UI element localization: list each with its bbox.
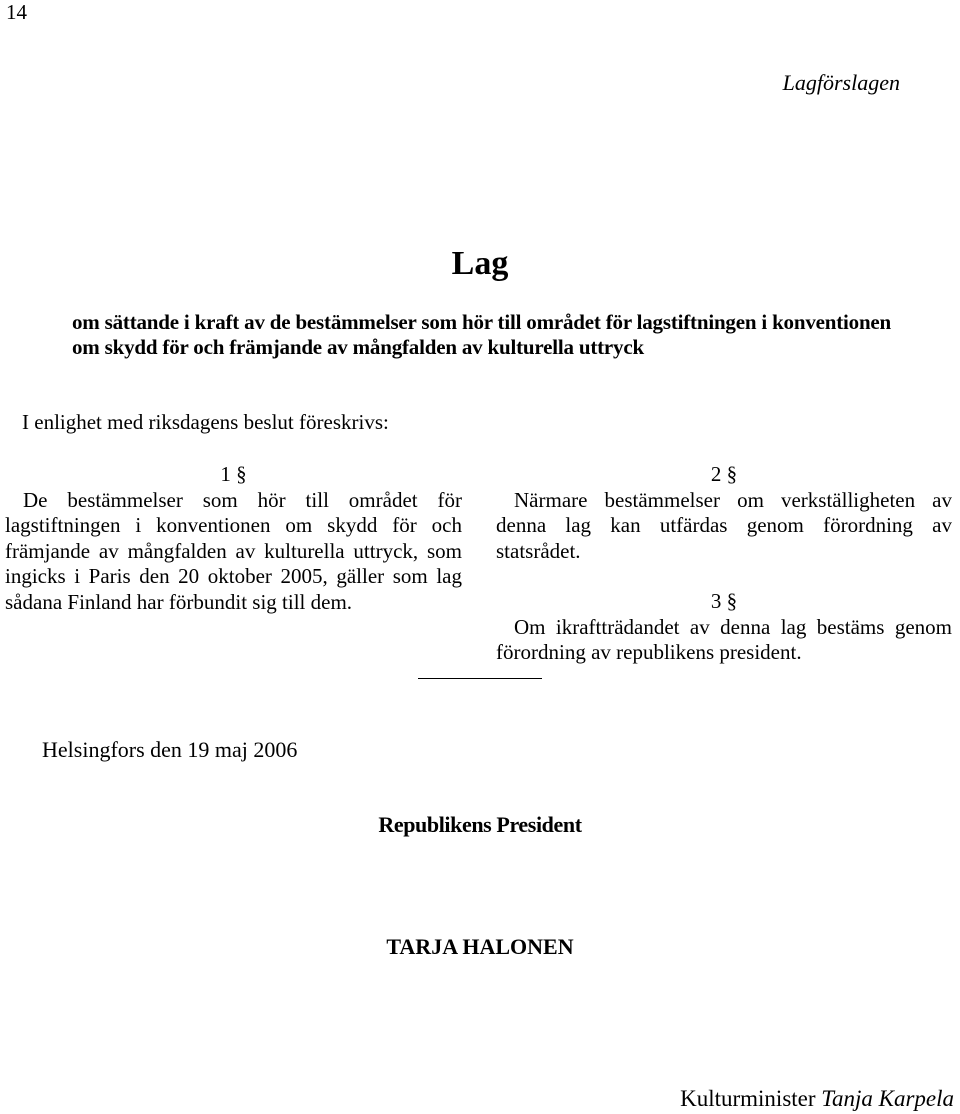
section-1-heading: 1 § bbox=[220, 462, 247, 486]
section-1-text: De bestämmelser som hör till området för lagstiftningen i konventionen om skydd för och främjande av mångfalden av kulturella uttryck, som ingicks i Paris den 20 oktober 2005, gäller som lag sådana Finland har förbundit sig till dem. bbox=[5, 487, 462, 614]
minister-signature bbox=[680, 1086, 954, 1112]
section-3-heading: 3 § bbox=[710, 589, 738, 613]
section-2-text: Närmare bestämmelser om verkställigheten av denna lag kan utfärdas genom förordning av statsrådet. bbox=[496, 487, 952, 563]
law-subtitle: om sättande i kraft av de bestämmelser som hör till området för lagstiftningen i konventionen om skydd för och främjande av mångfalden av kulturella uttryck bbox=[72, 310, 892, 359]
president-name: TARJA HALONEN bbox=[386, 934, 574, 959]
minister-title: Kulturminister bbox=[680, 1086, 816, 1111]
president-title: Republikens President bbox=[378, 812, 582, 837]
closing-rule bbox=[418, 678, 542, 679]
running-head: Lagförslagen bbox=[782, 70, 900, 95]
minister-name: Tanja Karpela bbox=[821, 1086, 954, 1111]
enactment-clause: I enlighet med riksdagens beslut föreskrivs: bbox=[22, 410, 389, 434]
law-title: Lag bbox=[451, 245, 509, 282]
page-number: 14 bbox=[6, 0, 27, 24]
right-column bbox=[496, 462, 952, 666]
section-2-heading: 2 § bbox=[710, 462, 738, 486]
left-column bbox=[5, 462, 462, 615]
section-3-text: Om ikraftträdandet av denna lag bestäms genom förordning av republikens president. bbox=[496, 614, 952, 664]
place-date: Helsingfors den 19 maj 2006 bbox=[42, 737, 298, 762]
